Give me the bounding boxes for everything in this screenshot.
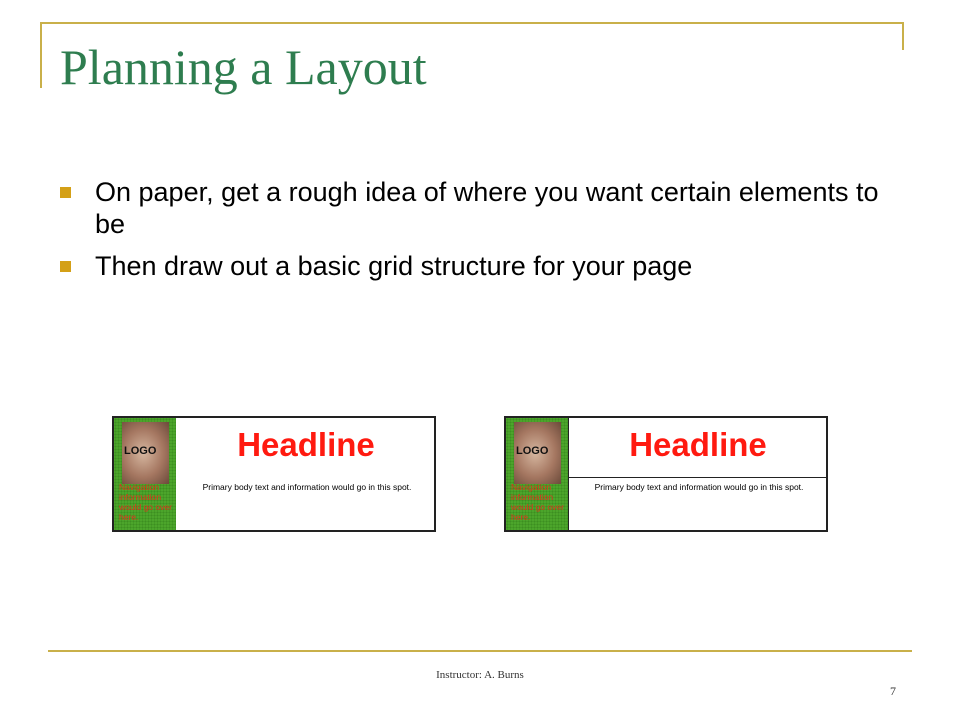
bullet-item: [60, 250, 880, 282]
mockup-nav-sidebar: [506, 418, 568, 530]
page-number: 7: [890, 684, 896, 698]
bullet-text: On paper, get a rough idea of where you want certain elements to be: [95, 177, 879, 239]
mockup-nav-text: Navigation information would go over here.: [119, 482, 172, 522]
bullet-item: [60, 176, 880, 240]
layout-mockup-without-grid: [112, 416, 436, 532]
slide-title: Planning a Layout: [60, 39, 427, 95]
square-bullet-icon: [60, 261, 71, 272]
mockup-headline: Headline: [237, 426, 375, 463]
footer-instructor: Instructor: A. Burns: [436, 669, 524, 681]
grid-vertical-line: [568, 418, 569, 530]
layout-mockup-with-grid: [504, 416, 828, 532]
frame-top-line: [40, 22, 904, 24]
mockup-body-text: Primary body text and information would go in this spot.: [594, 482, 804, 492]
mockup-headline: Headline: [629, 426, 767, 463]
mockup-nav-sidebar: [114, 418, 176, 530]
mockup-body-text: Primary body text and information would go in this spot.: [202, 482, 412, 492]
frame-right-line: [902, 22, 904, 50]
square-bullet-icon: [60, 187, 71, 198]
bullet-text: Then draw out a basic grid structure for your page: [95, 251, 693, 281]
mockup-logo-label: LOGO: [124, 445, 157, 457]
frame-left-line: [40, 22, 42, 88]
mockup-logo-label: LOGO: [516, 445, 549, 457]
bullet-list: [60, 176, 880, 292]
grid-horizontal-line: [568, 477, 826, 478]
footer-divider: [48, 650, 912, 652]
mockup-nav-text: Navigation information would go over here.: [511, 482, 564, 522]
